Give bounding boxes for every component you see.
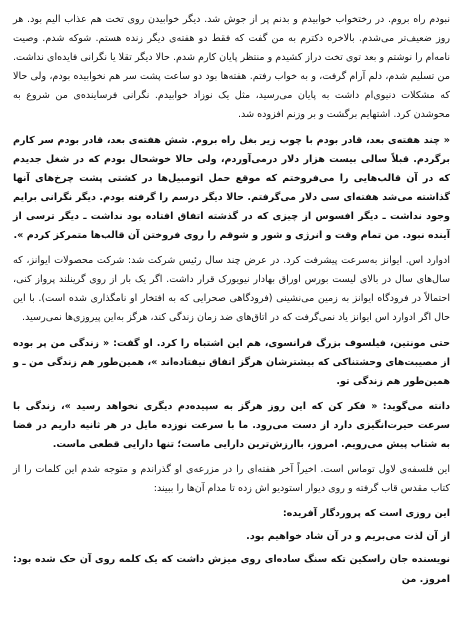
paragraph-3: ادوارد اس. ایوانز به‌سرعت پیشرفت کرد. در عرض چند سال رئیس شرکت شد: شرکت محصولات ایوانز، که سال‌های سال در بالای لیست بورس اوراق بهادار نیویورک قرار داشت. اگر یک بار از روی گرینلند پرواز کنی، احتمالاً در فرودگاه ایوانز به زمین می‌نشینی (فرودگاهی صحرایی که به افتخار او نامگذاری شده است). با این حال اگر ادوارد اس ایوانز یاد نمی‌گرفت که در اتاق‌های ضد زمان زندگی کند، هرگز به‌این پیروزی‌ها نمی‌رسید. <box>13 255 450 324</box>
poem-line-1: این روزی است که پروردگار آفریده: <box>282 508 450 520</box>
paragraph-1: نبودم راه بروم. در رختخواب خوابیدم و بدنم پر از جوش شد. دیگر خوابیدن روی تخت هم عذاب الیم بود. هر روز ضعیف‌تر می‌شدم. بالاخره دکترم به من گفت که فقط دو هفته‌ی دیگر زنده هستم. شوکه شدم. وصیت نامه‌ام را نوشتم و بعد توی تخت دراز کشیدم و منتظر پایان کارم شدم. حالا دیگر تقلا یا نگرانی فایده‌ای نداشت. من تسلیم شدم، دلم آرام گرفت، و به خواب رفتم. هفته‌ها بود دو ساعت پشت سر هم نخوابیده بودم، ولی حالا که مشکلات دنیوی‌ام داشت به پایان می‌رسید، مثل یک نوزاد خوابیدم. نگرانی فرساینده‌ی من شروع به محوشدن کرد. اشتهایم برگشت و بر وزنم افزوده شد. <box>13 14 450 121</box>
closing-line: نویسنده جان راسکین تکه سنگ ساده‌ای روی میزش داشت که یک کلمه روی آن حک شده بود: امروز. من <box>13 554 450 585</box>
paragraph-6: این فلسفه‌ی لاول توماس است. اخیراً آخر هفته‌ای را در مزرعه‌ی او گذراندم و متوجه شدم این کلمات را از کتاب مقدس قاب گرفته و روی دیوار استودیو اش زده تا مدام آن‌ها را ببیند: <box>13 464 450 495</box>
paragraph-2: « چند هفته‌ی بعد، قادر بودم با چوب زیر بغل راه بروم. شش هفته‌ی بعد، قادر بودم سر کارم برگردم. قبلاً سالی بیست هزار دلار درمی‌آوردم، ولی حالا خوشحال بودم که در شغل جدیدم که در آن قالب‌هایی را می‌فروختم که موقع حمل اتومبیل‌ها در کشتی پشت چرخ‌های آنها گذاشته می‌شد هفته‌ای سی دلار می‌گرفتم. حالا دیگر درسم را گرفته بودم. دیگر نگرانی برایم وجود نداشت ـ دیگر افسوس از چیزی که در گذشته اتفاق افتاده بود نداشت ـ دیگر ترسی از آینده نبود. من تمام وقت و انرژی و شور و شوقم را روی فروختن آن قالب‌ها متمرکز کردم ». <box>13 134 450 242</box>
paragraph-5: دانته می‌گوید: « فکر کن که این روز هرگز به سپیده‌دم دیگری نخواهد رسید »، زندگی با سرعت حیرت‌انگیزی دارد از دست می‌رود. ما با سرعت نوزده مایل در هر ثانیه داریم در فضا به شتاب پیش می‌رویم. امروز، باارزش‌ترین دارایی ماست؛ تنها دارایی قطعی ماست. <box>13 400 450 450</box>
poem-line-2: از آن لذت می‌بریم و در آن شاد خواهیم بود. <box>246 531 450 543</box>
paragraph-4: حتی مونتین، فیلسوف بزرگ فرانسوی، هم این اشتباه را کرد. او گفت: « زندگی من پر بوده از مصیبت‌های وحشتناکی که بیشترشان هرگز اتفاق نیفتاده‌اند »، همین‌طور هم زندگی من ـ و همین‌طور هم زندگی تو. <box>13 337 450 387</box>
